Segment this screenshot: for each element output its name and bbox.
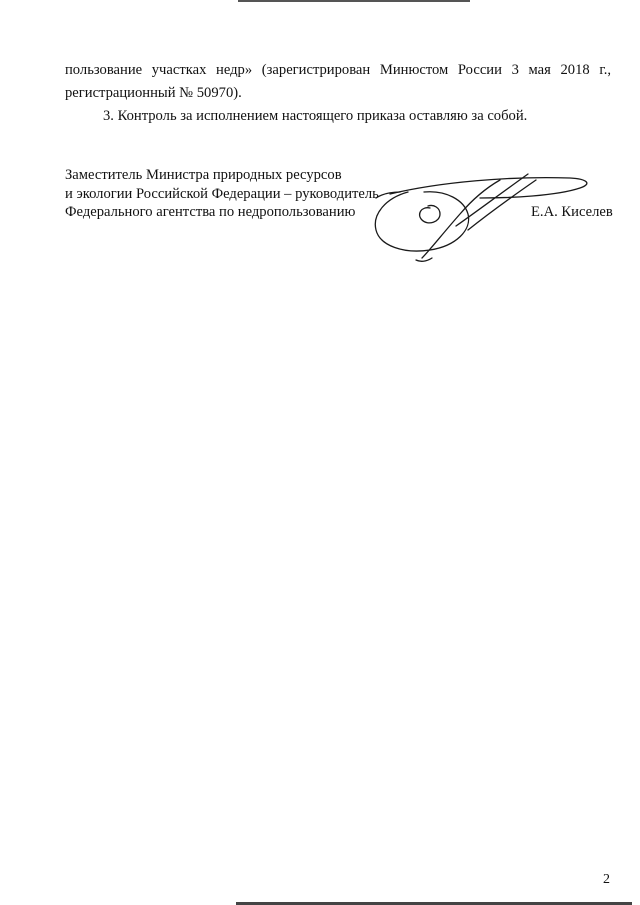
- signatory-name: Е.А. Киселев: [531, 204, 613, 220]
- signatory-position-line: Федерального агентства по недропользованию: [65, 204, 356, 220]
- signatory-position-line: и экологии Российской Федерации – руководитель: [65, 185, 379, 202]
- signatory-position-line: Заместитель Министра природных ресурсов: [65, 167, 342, 183]
- paragraph-line: пользование участках недр» (зарегистрирован Минюстом России 3 мая 2018 г.,: [65, 62, 611, 78]
- document-body: [65, 59, 611, 128]
- paragraph-item-3: 3. Контроль за исполнением настоящего приказа оставляю за собой.: [103, 108, 528, 124]
- paragraph-continuation: [65, 59, 611, 105]
- paragraph-line: регистрационный № 50970).: [65, 85, 242, 101]
- scan-edge-top: [238, 0, 470, 2]
- page-number: 2: [603, 872, 610, 887]
